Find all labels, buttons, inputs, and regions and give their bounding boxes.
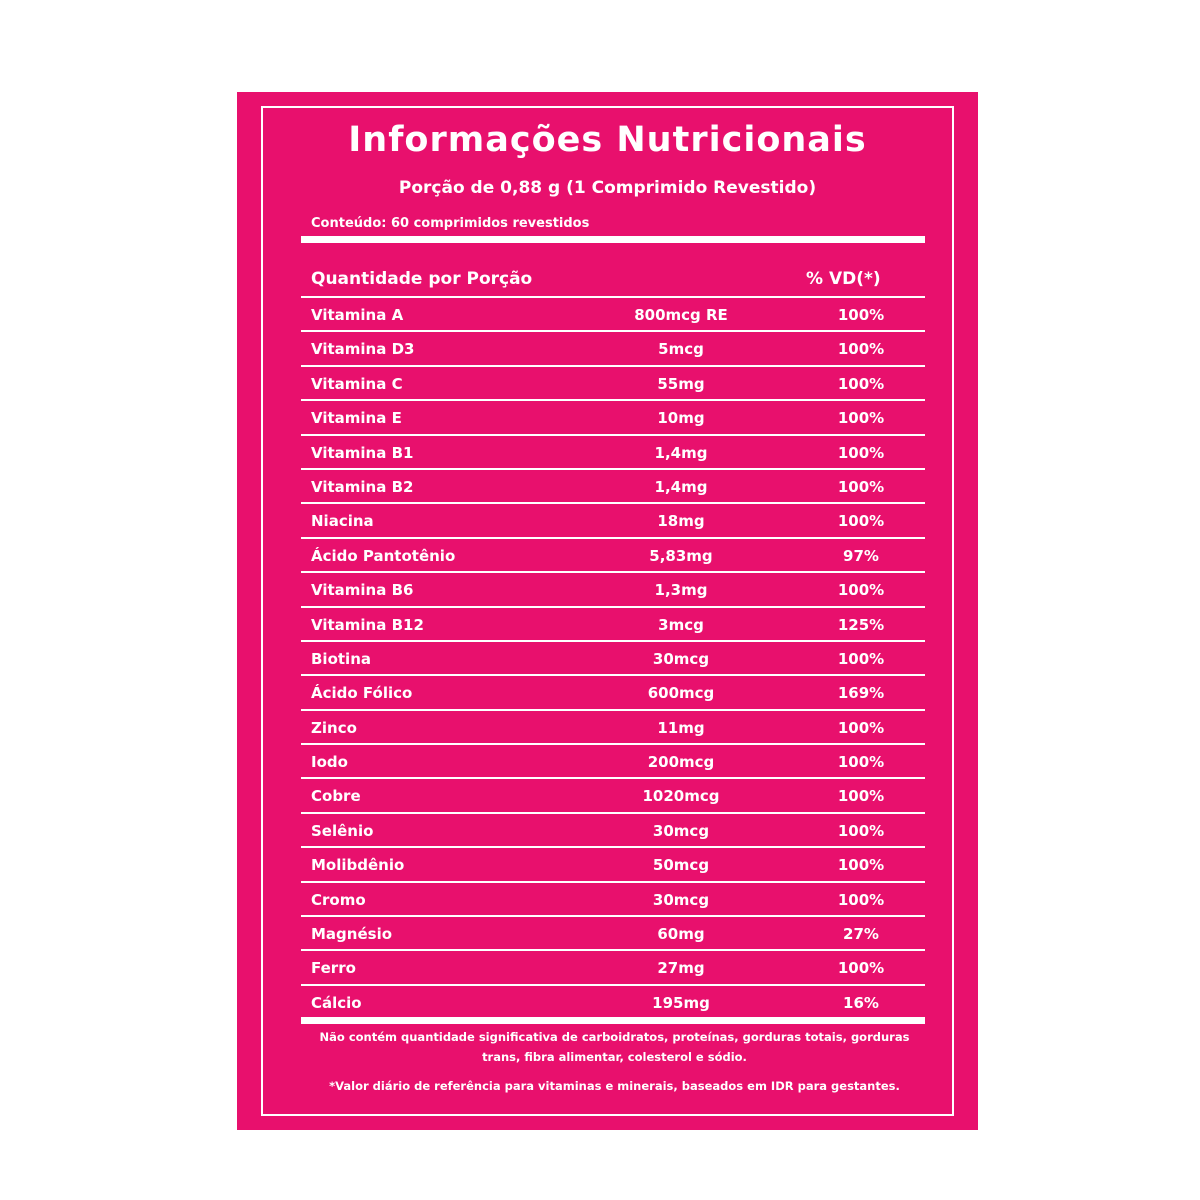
nutrient-amount: 195mg [652, 993, 710, 1012]
nutrient-name: Iodo [311, 753, 348, 772]
nutrient-table [301, 296, 925, 1018]
nutrient-amount: 1020mcg [642, 787, 720, 806]
nutrient-amount: 1,4mg [654, 477, 708, 496]
table-row [301, 640, 925, 674]
divider-top [301, 236, 925, 243]
nutrient-vd: 100% [837, 821, 885, 840]
table-row [301, 674, 925, 708]
label-title: Informações Nutricionais [348, 120, 867, 160]
table-row [301, 537, 925, 571]
table-row [301, 399, 925, 433]
header-quantity: Quantidade por Porção [311, 269, 533, 289]
nutrient-vd: 100% [837, 718, 885, 737]
nutrient-vd: 100% [837, 753, 885, 772]
nutrient-amount: 10mg [657, 409, 705, 428]
table-row [301, 984, 925, 1018]
nutrient-vd: 100% [837, 340, 885, 359]
footnote-daily-value: *Valor diário de referência para vitaminas e minerais, baseados em IDR para gestantes. [329, 1079, 900, 1093]
nutrient-vd: 125% [837, 615, 885, 634]
divider-bottom [301, 1017, 925, 1024]
nutrient-vd: 16% [843, 993, 879, 1012]
nutrient-amount: 200mcg [647, 753, 715, 772]
nutrient-amount: 11mg [657, 718, 705, 737]
nutrient-amount: 5,83mg [649, 546, 713, 565]
nutrient-vd: 100% [837, 890, 885, 909]
nutrient-name: Vitamina C [311, 374, 403, 393]
table-row [301, 777, 925, 811]
nutrient-name: Magnésio [311, 925, 393, 944]
nutrient-name: Biotina [311, 649, 371, 668]
package-content: Conteúdo: 60 comprimidos revestidos [311, 216, 590, 231]
table-row [301, 606, 925, 640]
nutrient-name: Vitamina B1 [311, 443, 414, 462]
nutrient-vd: 100% [837, 856, 885, 875]
nutrient-name: Vitamina B2 [311, 477, 414, 496]
table-row [301, 296, 925, 330]
nutrient-name: Selênio [311, 821, 374, 840]
table-row [301, 571, 925, 605]
table-row [301, 468, 925, 502]
table-row [301, 502, 925, 536]
nutrient-amount: 800mcg RE [634, 306, 728, 324]
table-row [301, 812, 925, 846]
nutrient-name: Cobre [311, 787, 361, 806]
nutrient-name: Vitamina E [311, 409, 402, 428]
table-row [301, 949, 925, 983]
header-vd: % VD(*) [806, 269, 881, 289]
nutrient-amount: 30mcg [652, 890, 710, 909]
nutrient-amount: 1,4mg [654, 443, 708, 462]
nutrient-name: Zinco [311, 718, 357, 737]
nutrient-vd: 169% [837, 684, 885, 703]
table-row [301, 846, 925, 880]
nutrient-vd: 27% [843, 925, 879, 944]
nutrient-name: Vitamina B12 [311, 615, 424, 634]
nutrient-vd: 100% [837, 477, 885, 496]
table-row [301, 434, 925, 468]
nutrient-vd: 100% [837, 959, 885, 978]
nutrient-amount: 30mcg [652, 821, 710, 840]
nutrient-amount: 27mg [657, 959, 705, 978]
nutrient-name: Vitamina B6 [311, 581, 414, 600]
nutrient-amount: 50mcg [652, 856, 710, 875]
table-row [301, 330, 925, 364]
nutrient-vd: 97% [843, 546, 879, 565]
nutrient-name: Cálcio [311, 993, 362, 1012]
nutrient-amount: 60mg [657, 925, 705, 944]
nutrient-vd: 100% [837, 787, 885, 806]
nutrient-vd: 100% [837, 581, 885, 600]
nutrition-label [237, 92, 978, 1130]
nutrient-amount: 5mcg [658, 340, 704, 359]
nutrient-vd: 100% [837, 649, 885, 668]
nutrient-name: Cromo [311, 890, 366, 909]
nutrient-name: Niacina [311, 512, 374, 531]
nutrient-vd: 100% [837, 374, 885, 393]
footnote-not-significant: Não contém quantidade significativa de carboidratos, proteínas, gorduras totais, gorduras trans, fibra alimentar, colesterol e sódio. [319, 1030, 910, 1064]
nutrient-vd: 100% [837, 306, 885, 324]
nutrient-vd: 100% [837, 409, 885, 428]
nutrient-name: Ácido Fólico [311, 684, 413, 703]
nutrient-vd: 100% [837, 512, 885, 531]
nutrient-name: Molibdênio [311, 856, 405, 875]
nutrient-amount: 1,3mg [654, 581, 708, 600]
nutrient-name: Ácido Pantotênio [311, 546, 456, 565]
nutrient-amount: 18mg [657, 512, 705, 531]
nutrient-amount: 55mg [657, 374, 705, 393]
table-row [301, 365, 925, 399]
serving-size: Porção de 0,88 g (1 Comprimido Revestido) [398, 178, 817, 198]
nutrient-vd: 100% [837, 443, 885, 462]
nutrient-amount: 600mcg [647, 684, 715, 703]
table-header [301, 260, 925, 296]
table-row [301, 743, 925, 777]
nutrient-name: Ferro [311, 959, 356, 978]
table-row [301, 881, 925, 915]
nutrient-amount: 3mcg [658, 615, 704, 634]
nutrient-name: Vitamina A [311, 306, 404, 324]
nutrient-name: Vitamina D3 [311, 340, 415, 359]
table-row [301, 709, 925, 743]
table-row [301, 915, 925, 949]
nutrient-amount: 30mcg [652, 649, 710, 668]
